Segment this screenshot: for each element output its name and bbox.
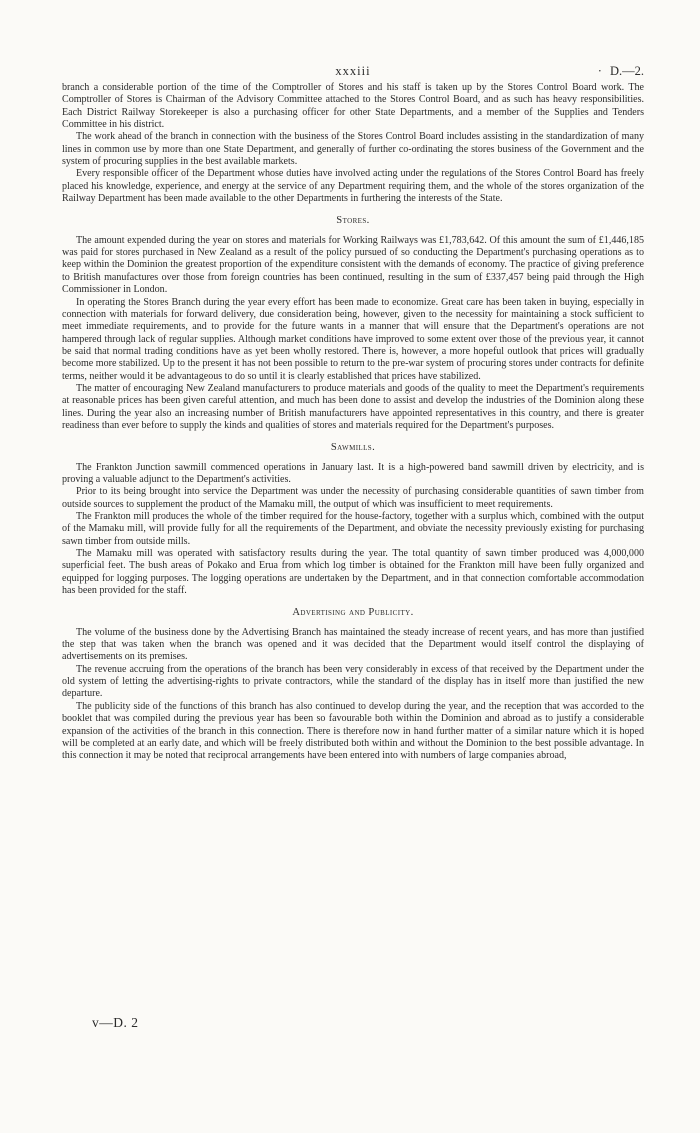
section-heading-advertising: Advertising and Publicity. (292, 607, 414, 619)
document-reference (598, 64, 644, 79)
document-body (62, 82, 644, 763)
paragraph: The amount expended during the year on stores and materials for Working Railways was £1,783,642. Of this amount the sum of £1,446,185 was paid for stores purchased in New Zealand as a result of the policy pursued of so conducting the Department's purchasing operations as to keep within the Dominion the greatest proportion of the expenditure consistent with the demands of economy. The practice of giving preference to British manufactures over those from foreign countries has been continued, resulting in the sum of £337,457 being paid through the High Commissioner in London. (62, 234, 644, 296)
page-number: xxxiii (335, 64, 371, 78)
paragraph: Prior to its being brought into service the Department was under the necessity of purchasing considerable quantities of sawn timber from outside sources to supplement the product of the Mamaku mill, the output of which was insufficient to meet requirements. (62, 486, 644, 510)
paragraph: branch a considerable portion of the time of the Comptroller of Stores and his staff is taken up by the Stores Control Board work. The Comptroller of Stores is Chairman of the Advisory Committee attached to the Stores Control Board, and as such has heavy responsibilities. Each District Railway Storekeeper is also a purchasing officer for other State Departments, and a member of the Supplies and Tenders Committee in his district. (62, 82, 644, 131)
section-heading-sawmills: Sawmills. (330, 442, 376, 454)
document-page (62, 60, 644, 763)
section-heading-stores: Stores. (336, 215, 370, 227)
paragraph: The work ahead of the branch in connection with the business of the Stores Control Board includes assisting in the standardization of many lines in common use by more than one State Department, and generally of further co-ordinating the stores business of the Government and the system of procuring supplies in the best available markets. (62, 131, 644, 168)
paragraph: The Frankton mill produces the whole of the timber required for the house-factory, together with a surplus which, combined with the output of the Mamaku mill, will provide fully for all the requirements of the Department, and obviate the necessity previously existing for purchasing sawn timber from outside mills. (62, 511, 644, 547)
header-dot: · (597, 64, 602, 78)
doc-ref-label: D.—2. (609, 64, 644, 78)
paragraph: In operating the Stores Branch during the year every effort has been made to economize. Great care has been taken in buying, especially in connection with materials for forward delivery, due consideration being, however, given to the necessity for maintaining a stock sufficient to meet immediate requirements, and to provide for the future wants in a manner that will ensure that the Department's operations are not hampered through lack of regular supplies. Although market conditions have improved to some extent over those of the previous year, it cannot be said that normal trading conditions have as yet been wholly restored. There is, however, a more hopeful outlook that prices will gradually become more stabilized. Up to the present it has not been possible to return to the pre-war system of procuring stores under contracts for definite terms, neither would it be advantageous to do so until it is clearly established that prices have stabilized. (62, 296, 644, 382)
paragraph: The matter of encouraging New Zealand manufacturers to produce materials and goods of the quality to meet the Department's requirements at reasonable prices has been given careful attention, and much has been done to assist and develop the industries of the Dominion along these lines. During the year also an increasing number of British manufacturers have appointed representatives in this country, and there is greater readiness than ever before to supply the kinds and qualities of stores and materials required for the Department's purposes. (62, 382, 644, 431)
signature-mark: v—D. 2 (92, 1015, 139, 1030)
paragraph: The Mamaku mill was operated with satisfactory results during the year. The total quantity of sawn timber produced was 4,000,000 superficial feet. The bush areas of Pokako and Erua from which log timber is obtained for the Frankton mill have been fully organized and equipped for logging purposes. The logging operations are undertaken by the Department, and in that connection comfortable accommodation has been provided for the staff. (62, 548, 644, 597)
paragraph: Every responsible officer of the Department whose duties have involved acting under the regulations of the Stores Control Board has freely placed his knowledge, experience, and energy at the service of any Department requiring them, and the whole of the stores organization of the Railway Department has been made available to the other Departments in furthering the interests of the State. (62, 168, 644, 205)
paragraph: The Frankton Junction sawmill commenced operations in January last. It is a high-powered band sawmill driven by electricity, and is proving a valuable adjunct to the Department's activities. (62, 461, 644, 485)
page-header (62, 60, 644, 82)
paragraph: The publicity side of the functions of this branch has also continued to develop during the year, and the reception that was accorded to the booklet that was compiled during the previous year has been so favourable both within the Dominion and abroad as to justify a considerable expansion of the activities of the branch in this connection. There is therefore now in hand further matter of a similar nature which it is hoped will be completed at an early date, and which will be freely distributed both within and without the Dominion to the best possible advantage. In this connection it may be noted that reciprocal arrangements have been entered into with numbers of large companies abroad, (62, 700, 644, 762)
paragraph: The revenue accruing from the operations of the branch has been very considerably in excess of that received by the Department under the old system of letting the advertising-rights to private contractors, while the standard of the display has in itself more than justified the new departure. (62, 663, 644, 700)
paragraph: The volume of the business done by the Advertising Branch has maintained the steady increase of recent years, and has more than justified the step that was taken when the branch was opened and it was decided that the Department would itself control the displaying of advertisements on its premises. (62, 626, 644, 663)
